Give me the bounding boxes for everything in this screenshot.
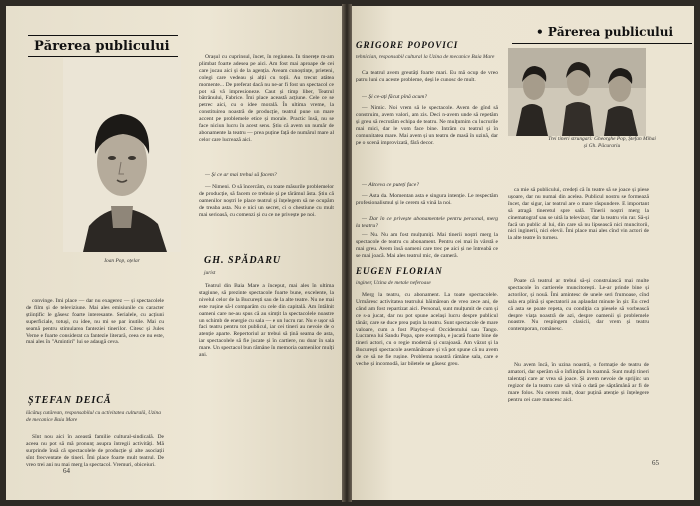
paragraph: Sînt nou aici în această familie cultural-sindicală. De aceea nu pot să mă pronunț asupra întregii activități. Mă surprinde însă că spectacolele de producție și alte asociații sînt frecventate de tineri. Îmi place foarte mult teatrul. De vreo trei ani nu mai merg la spectacol. Vremuri, obiceiuri. [26,434,164,468]
paragraph: — Asta da. Momentan asta e singura intenție. Le respectăm profesionalismul și le cerem să vină la noi. [356,193,498,206]
interviewee-role-popovici: tehnician, responsabil cultural la Uzina de mecanice Baia Mare [356,54,495,60]
interviewee-role-florian: inginer, Uzina de metale neferoase [356,280,431,286]
title-rule [28,35,178,36]
interviewee-name-popovici: GRIGORE POPOVICI [356,40,459,50]
right-col2-text2 [508,278,649,360]
portrait-caption: Ioan Pop, oțelar [104,258,140,264]
paragraph: Nu avem încă, în uzina noastră, o formație de teatru de amatori, dar sperăm să o înființăm în toamnă. Sunt mulți tineri talentați care ar vrea să joace. Și avem nevoie de sprijin: un regizor de la teatru care să vină o dată pe săptămână ar fi de mare folos. Nu cerem mult, doar puțină atenție și înțelegere pentru cei care muncesc aici. [508,362,649,403]
question: — Altceva ce puteți face? [362,182,420,188]
section-title-right: • Părerea publicului [536,25,674,39]
page-number-right: 65 [652,459,659,467]
right-col2-text3 [508,362,649,458]
portrait-photo [63,58,181,252]
right-col1-text3 [356,193,498,213]
paragraph: Merg la teatru, cu abonament. La toate spectacolele. Urmăresc activitatea teatrului băimărean de vreo zece ani, de când am fost repartizat aici. Personal, sunt mulțumit de cum și ce s-a jucat, dar nu pot spune același lucru despre publicul tânăr, care se duce prea puțin la teatru. Sunt spectacole de mare valoare, cum a fost Playboy-ul Occidentului sau Tango. Lucrarea lui Sandu Popa, spre exemplu, e jucată foarte bine de tineri actori, cu o regie modernă și curajoasă. Am văzut și la București spectacole asemănătoare și vă pot spune că nu avem de ce să ne fie rușine. Problema noastră rămâne sala, care e veche și incomodă, iar biletele se găsesc greu. [356,292,498,368]
paragraph: ca mie să publicului, credeți că în teatre să se joace și piese ușoare, dar nu numai din acelea. Publicul nostru se formează încet, dar sigur, iar teatrul are o mare răspundere. E important să atragă tineretul spre sală. Tinerii noștri merg la cinematograf sau se uită la televizor, dar la teatru vin rar. Să-și facă un public al lui, din care să nu lipsească nici muncitorii, nici inginerii, nici elevii. Îmi place mai ales cînd vin actori de la alte teatre în turneu. [508,187,649,242]
right-col1-question3 [356,216,498,230]
paragraph: Poate că teatrul ar trebui să-și construiască mai multe spectacole în cartierele muncitorești. Le-ar prinde bine și actorilor, și nouă. Îmi amintesc de unele seri frumoase, cînd sala era plină și spectatorii au aplaudat minute în șir. Eu cred că asta se poate repeta, cu condiția ca piesele să vorbească despre viața noastră de azi, despre oamenii și problemele noastre. Nu respingem clasicii, dar vrem și teatru contemporan, românesc. [508,278,649,333]
left-col1-text2 [26,434,164,482]
page-number-left: 64 [63,467,70,475]
book-gutter [342,4,352,502]
paragraph: Ca teatrul avem greutăți foarte mari. Eu mă ocup de vreo patru luni cu aceste probleme, deși le cunosc de mult. [356,70,498,83]
paragraph: — Nimeni. O să încercăm, cu toate măsurile problemelor de producție, să facem ce trebuie și pe tărâmul ăsta. Știu că oamenilor noștri le place teatrul și înțelegem să ne ocupăm de treaba asta. Nu e nici un secret, ci o chestiune cu mult mai serioasă, cu comenzi și cu ce ne privește pe noi. [199,184,334,218]
paragraph: Orașul cu cuprinsul, încet, în regiunea. În tinerețe m-am plimbat foarte adesea pe aici. Am fost mai aproape de cei care jucau aici și de la agenția. Aveam cunoștințe, prieteni, colegi care vedeau și alții cu toții. Au trecut atâtea momente... De preferat dacă nu ne-ar fi fost un spectacol ce pot să vă impresioneze. Caut și timp liber, Teatrul bătrânului, Fabrice. Îmi place această acțiune. Cele ce se petrec aici, cu o idee morală. În ultima vreme, la constituirea noastră de producție, teatrul pune un mare accent pe problemele etice și morale. Practic însă, nu se face niciun lucru în acest sens. Știu că avem un număr de abonamente la teatru — prea puține față de numărul mare al celor care lucrează aici. [199,54,334,143]
right-col1-text2 [356,105,498,179]
title-rule-right [512,43,692,44]
question: — Și ce ar mai trebui să facem? [205,172,277,178]
section-title: Părerea publicului [34,39,170,54]
paragraph: — Nu. Nu am fost mulțumiți. Mai tinerii noștri merg la spectacole de teatru cu abonament. Pentru cei mai în vârstă e mai greu. Avem însă oameni care trec pe aici și ne întreabă ce se mai joacă. Mai ales teatrul mic, de cameră. [356,232,498,259]
question: — Și ce-ați făcut pînă acum? [362,94,428,100]
paragraph: — Nimic. Noi vrem să le spectacole. Avem de gînd să construim, avem valori, am zis. Deci n-avem unde să repetăm și greu să recrutăm echipa de teatru. Ne mulțumim cu lucrurile mai mici, dar le vom face bine. Intrăm cu teatrul și în comunitatea mare. Mai avem și un teatru de masă în uzină, dar pe o scenă improvizată, fără decor. [356,105,498,146]
left-col2-text3 [199,283,334,488]
right-col2-text [508,187,649,275]
right-col1-text [356,70,498,90]
left-col2-question [199,172,334,181]
interviewee-name-spadaru: GH. SPĂDARU [204,255,282,266]
right-col1-text5 [356,292,498,488]
group-photo-illustration [508,48,646,136]
right-col1-text4 [356,232,498,262]
left-col2-text2 [199,184,334,242]
title-rule-bottom [28,56,178,57]
group-photo-caption: Trei tineri strungari: Gheorghe Pop, Ștefan Mihai și Gh. Păcurariu [548,136,656,149]
paragraph: Teatrul din Baia Mare a început, mai ales în ultima stagiune, să prezinte spectacole foarte bune, excelente, la nivelul celor de la București sau de la alte teatre. Nu ne mai este rușine să-l comparăm cu cele din capitală. Am întâlnit oameni care ne-au spus că au simțit la spectacolele noastre un schimb de energie cu sala — e un lucru rar. Nu e ușor să faci teatru pentru tot publicul, iar cei tineri au nevoie de o atenție aparte. Repertoriul ar trebui să țină seama de asta, iar spectacolele să fie jucate și în cartiere, nu doar în sala mare. Un spectacol bun rămâne în memoria oamenilor mulți ani. [199,283,334,359]
interviewee-role-spadaru: jurist [204,270,216,276]
paragraph: convinge. Îmi place — dar nu exagerez — și spectacolele de film și de televiziune. Mai ales emisiunile cu caracter științific le găsesc foarte interesante. Serialele, cu acțiuni superficiale, totuși, cu idee, nu mi se par inutile. Mai cu seamă pentru stimularea fanteziei tinerilor. Citesc și Jules Verne e foarte considerat ca fantezie literară, ceea ce nu este, mai ales în "Amintiri" lui se adaugă ceva. [26,298,164,346]
question: — Dar în ce privește abonamentele pentru personal, merg la teatru? [356,216,498,229]
left-col1-text [26,298,164,394]
interviewee-role-deica: lăcătuș cutărean, responsabilul cu activitatea culturală, Uzina de mecanice Baia Mare [26,410,161,423]
interviewee-name-deica: ȘTEFAN DEICĂ [28,395,112,406]
portrait-illustration [63,58,181,252]
group-photo [508,48,646,136]
interviewee-name-florian: EUGEN FLORIAN [356,266,443,276]
right-page [352,6,694,500]
right-col1-question2 [356,182,498,190]
right-col1-question1 [356,94,498,102]
left-page [6,6,342,500]
left-col2-text [199,54,334,172]
